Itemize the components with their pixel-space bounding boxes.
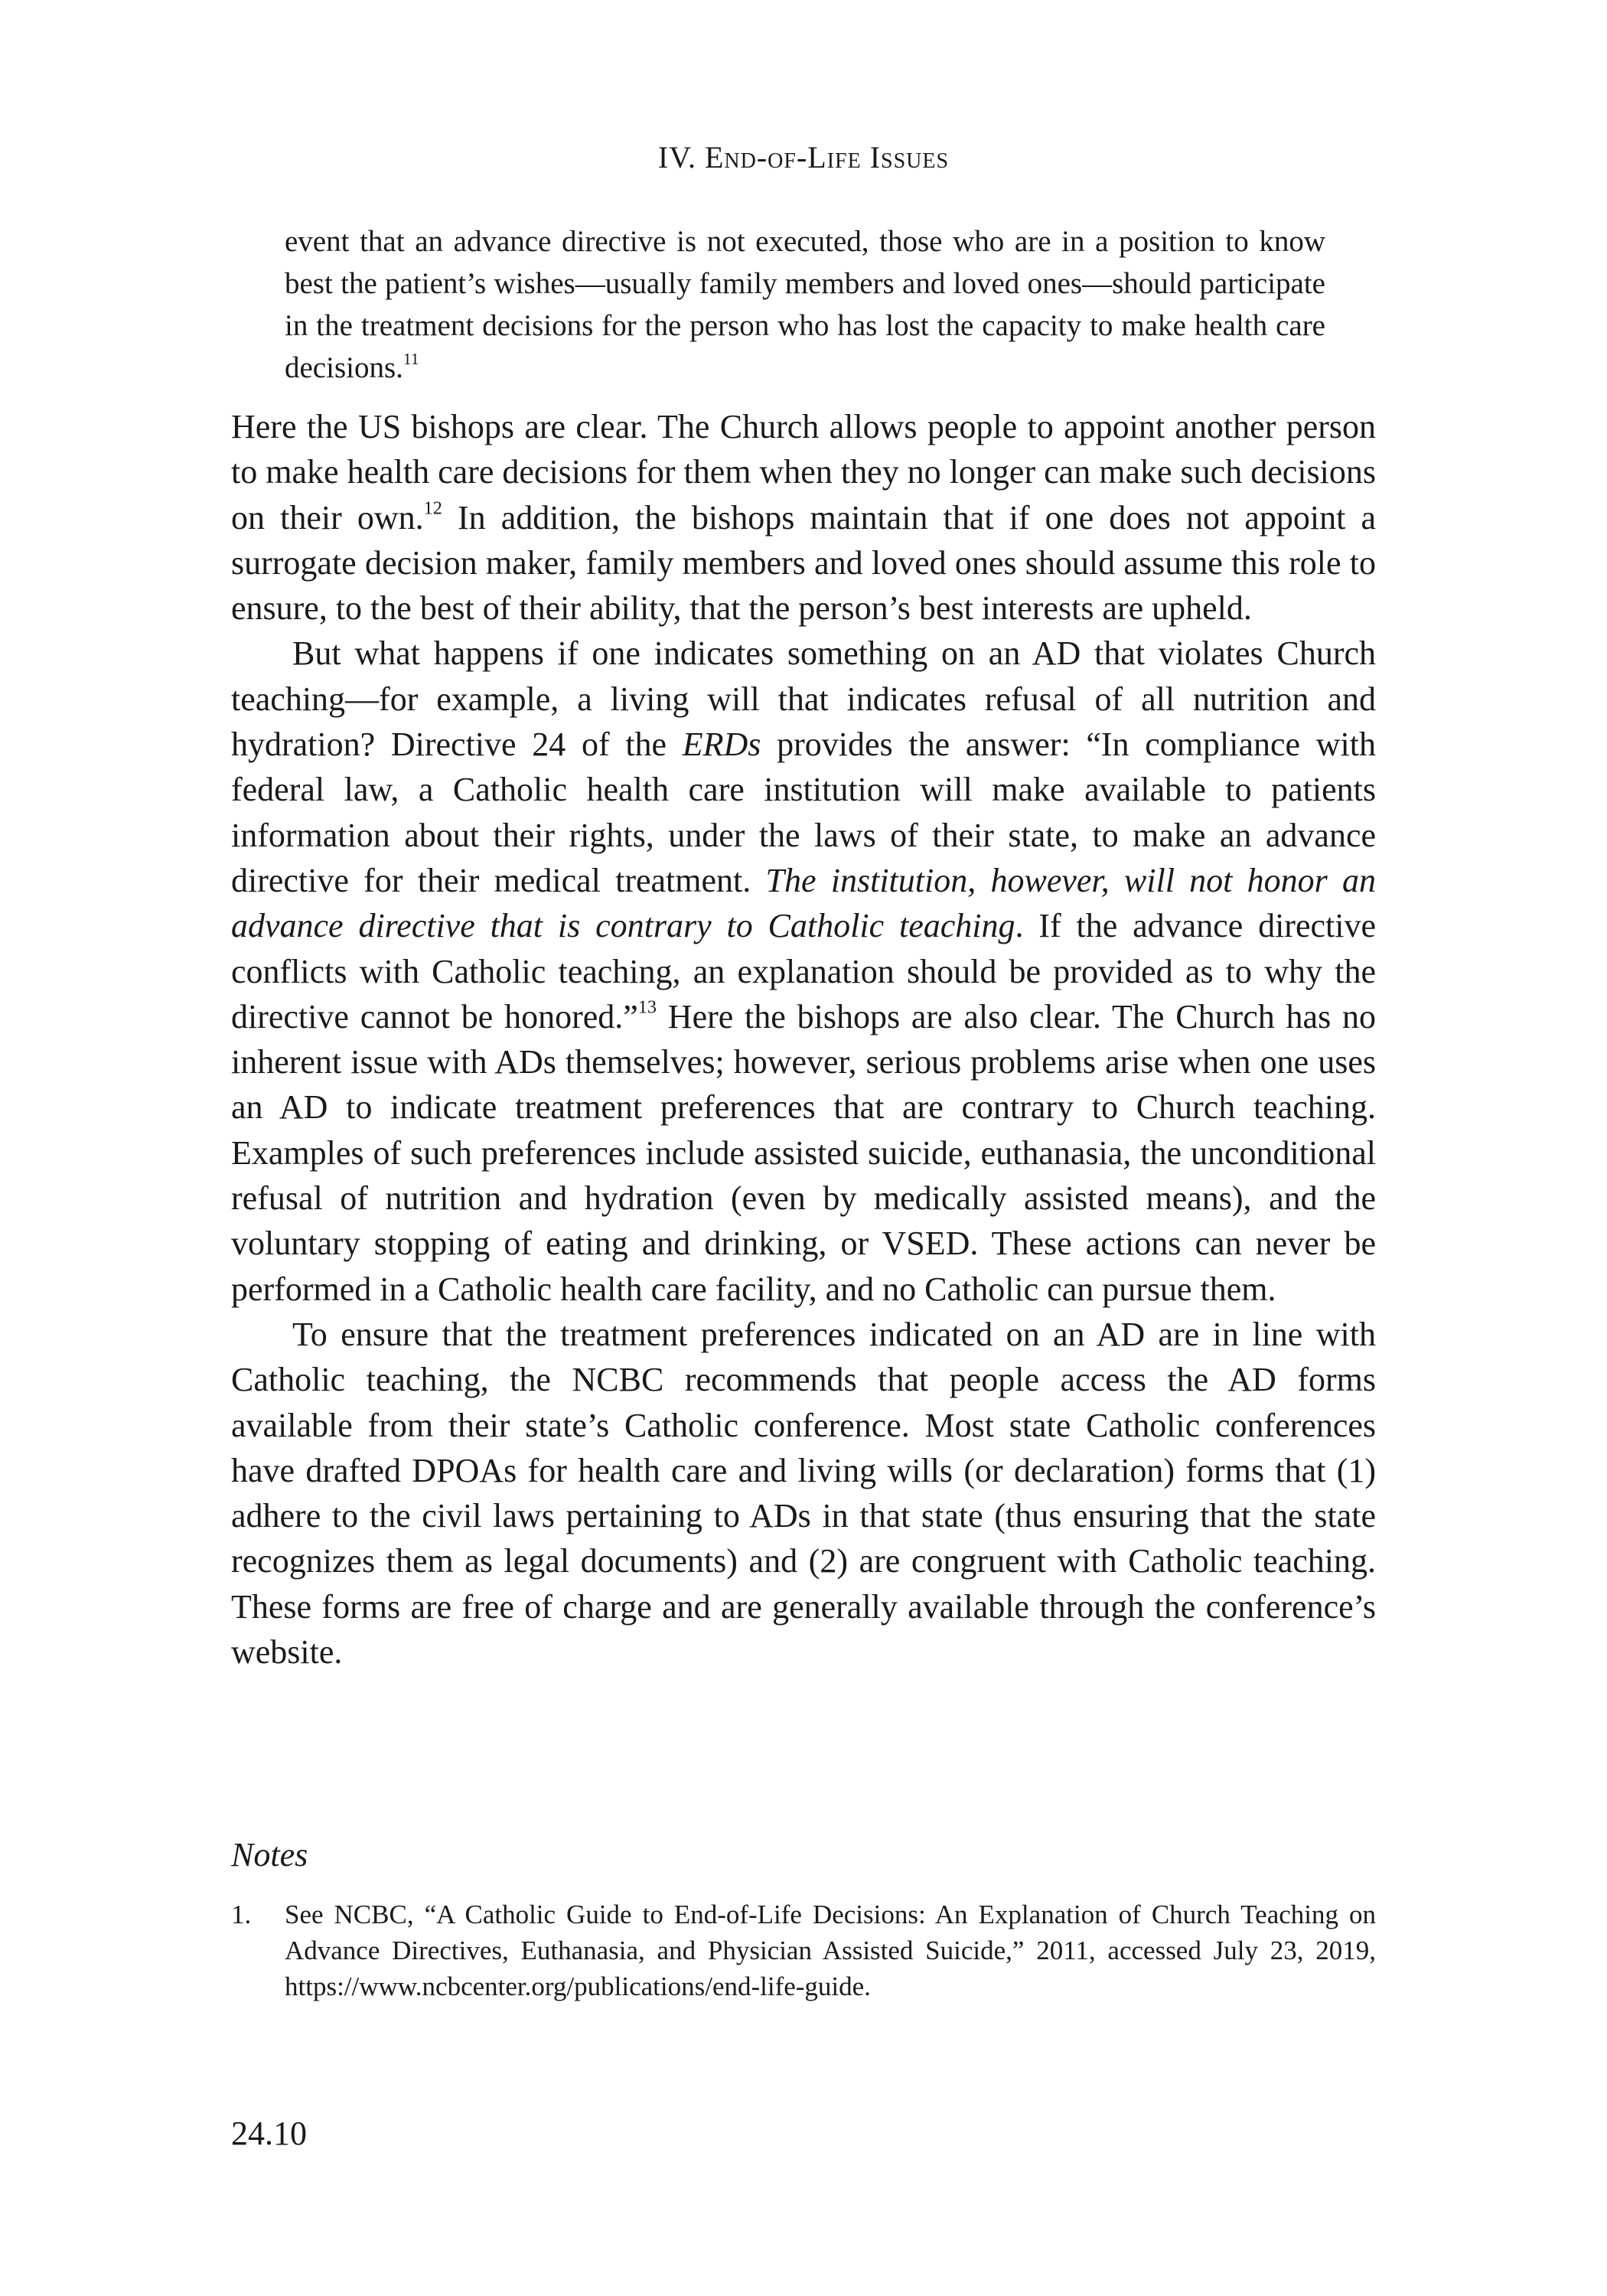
notes-heading: Notes (231, 1836, 308, 1874)
page-number: 24.10 (231, 2115, 307, 2152)
paragraph-1-text-a: Here the US bishops are clear. The Church allows people to appoint another person to make health care decisions for them when they no longer can make such decisions on their own. (231, 408, 1376, 536)
footnote-ref-12[interactable]: 12 (423, 497, 442, 519)
paragraph-2 (231, 631, 1376, 1311)
note-number: 1. (231, 1900, 252, 1929)
paragraph-2-text-c: . If the advance directive conflicts with Catholic teaching, an explanation should be provided as to why the directive cannot be honored.” (231, 907, 1377, 1035)
note-text: See NCBC, “A Catholic Guide to End-of-Life Decisions: An Explanation of Church Teaching on Advance Directives, Euthanasia, and Physician Assisted Suicide,” 2011, accessed July 23, 2019, https://www.ncbcenter.org/publications/end-life-guide. (285, 1900, 1376, 2001)
paragraph-2-italic-emphasis: The institution, however, will not honor an advance directive that is contrary to Catholic teaching (231, 861, 1377, 945)
paragraph-2-text-d: Here the bishops are also clear. The Church has no inherent issue with ADs themselves; however, serious problems arise when one uses an AD to indicate treatment preferences that are contrary to Church teaching. Examples of such preferences include assisted suicide, euthanasia, the unconditional refusal of nutrition and hydration (even by medically assisted means), and the voluntary stopping of eating and drinking, or VSED. These actions can never be performed in a Catholic health care facility, and no Catholic can pursue them. (231, 997, 1377, 1308)
footnote-ref-13[interactable]: 13 (637, 996, 657, 1018)
paragraph-2-text-a: But what happens if one indicates something on an AD that violates Church teaching—for example, a living will that indicates refusal of all nutrition and hydration? Directive 24 of the (231, 634, 1376, 764)
notes-list (231, 1896, 1376, 2004)
paragraph-3: To ensure that the treatment preferences indicated on an AD are in line with Catholic teaching, the NCBC recommends that people access the AD forms available from their state’s Catholic conference. Most state Catholic conferences have drafted DPOAs for health care and living wills (or declaration) forms that (1) adhere to the civil laws pertaining to ADs in that state (thus ensuring that the state recognizes them as legal documents) and (2) are congruent with Catholic teaching. These forms are free of charge and are generally available through the conference’s website. (231, 1315, 1376, 1671)
block-quote (285, 220, 1325, 389)
footnote-ref-11[interactable]: 11 (403, 349, 419, 368)
running-head: IV. End-of-Life Issues (657, 140, 950, 174)
paragraph-1 (231, 404, 1376, 631)
note-item (231, 1896, 1376, 2004)
paragraph-2-text-b: provides the answer: “In compliance with federal law, a Catholic health care institution will make available to patients information about their rights, under the laws of their state, to make an advance directive for their medical treatment. (231, 726, 1376, 899)
paragraph-1-text-b: In addition, the bishops maintain that if one does not appoint a surrogate decision maker, family members and loved ones should assume this role to ensure, to the best of their ability, that the person’s best interests are upheld. (231, 498, 1377, 628)
erds-title: ERDs (682, 726, 761, 764)
body-text (231, 404, 1376, 1675)
block-quote-text: event that an advance directive is not executed, those who are in a position to know best the patient’s wishes—usually family members and loved ones—should participate in the treatment decisions for the person who has lost the capacity to make health care decisions. (285, 225, 1325, 384)
